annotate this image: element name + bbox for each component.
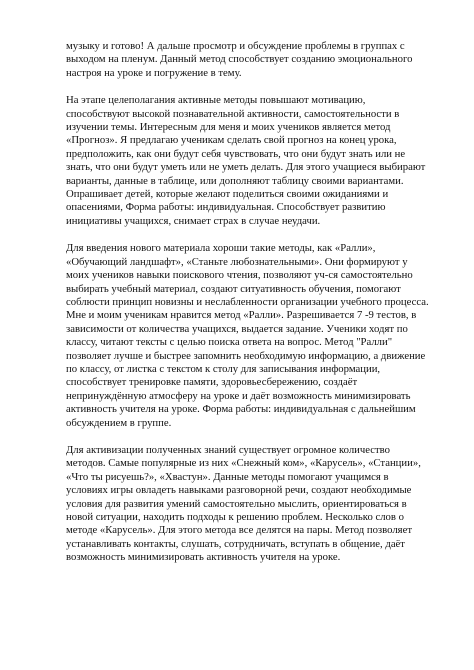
text-line: условиях игры овладеть навыками разговорной речи, создают необходимые [66, 484, 412, 497]
text-line: «Что ты рисуешь?», «Хвастун». Данные методы помогают учащимся в [66, 470, 389, 483]
text-line: зависимости от количества учащихся, выдается задание. Ученики ходят по [66, 322, 408, 335]
text-line: музыку и готово! А дальше просмотр и обсуждение проблемы в группах с [66, 40, 405, 52]
text-line: выбирать учебный материал, создают ситуативность обучения, помогают [66, 282, 401, 295]
text-line: по классу, от листка с текстом к столу для записывания информации, [66, 362, 381, 375]
text-line: активность учителя на уроке. Форма работы: индивидуальная с дальнейшим [66, 403, 416, 416]
paragraph-intro-end [66, 40, 444, 80]
text-line: «Обучающий ландшафт», «Станьте любознательными». Они формируют у [66, 255, 408, 268]
text-line: способствует тренировке памяти, здоровьесбережению, создаёт [66, 376, 358, 389]
text-line: моих учеников навыки поискового чтения, позволяют уч-ся самостоятельно [66, 269, 413, 282]
text-line: позволяет лучше и быстрее запомнить необходимую информацию, а движение [66, 349, 426, 362]
text-line: способствуют высокой познавательной активности, самостоятельности в [66, 107, 400, 120]
text-line: устанавливать контакты, слушать, сотрудничать, вступать в общение, даёт [66, 537, 405, 550]
text-line: знать, что они будут уметь или не уметь делать. Для этого учащиеся выбирают [66, 161, 426, 174]
text-line: Мне и моим ученикам нравится метод «Ралли». Разрешивается 7 -9 тестов, в [66, 309, 417, 322]
text-line: методов. Самые популярные из них «Снежный ком», «Карусель», «Станции», [66, 457, 421, 470]
text-line: условия для развития умений самостоятельно мыслить, ориентироваться в [66, 497, 407, 510]
text-line: изучении темы. Интересным для меня и моих учеников является метод [66, 121, 391, 134]
text-line: предположить, как они будут себя чувствовать, что они будут знать или не [66, 147, 406, 160]
text-line: классу, читают тексты с целью поиска ответа на вопрос. Метод "Ралли" [66, 336, 393, 349]
text-line: варианты, данные в таблице, или дополняют таблицу своими вариантами. [66, 174, 404, 187]
text-line: На этапе целеполагания активные методы повышают мотивацию, [66, 94, 366, 107]
text-line: обсуждением в группе. [66, 416, 172, 429]
text-line: «Прогноз». Я предлагаю ученикам сделать свой прогноз на конец урока, [66, 134, 397, 147]
text-line: опасениями, Форма работы: индивидуальная. Способствует развитию [66, 201, 386, 214]
text-line: Для активизации полученных знаний существует огромное количество [66, 443, 390, 456]
text-line: Для введения нового материала хороши такие методы, как «Ралли», [66, 242, 376, 255]
text-line: новой ситуации, находить подходы к решению проблем. Несколько слов о [66, 511, 404, 523]
text-line: непринуждённую атмосферу на уроке и даёт возможность минимизировать [66, 389, 411, 402]
text-line: настроя на уроке и погружение в тему. [66, 66, 242, 79]
paragraph-new-material [66, 242, 444, 430]
document-page [66, 40, 444, 579]
text-line: соблюсти принцип новизны и неслабленности организации учебного процесса. [66, 295, 429, 308]
text-line: выходом на пленум. Данный метод способствует созданию эмоционального [66, 53, 413, 66]
text-line: возможность минимизировать активность учителя на уроке. [66, 551, 341, 564]
paragraph-goal-setting [66, 94, 444, 228]
text-line: методе «Карусель». Для этого метода все делятся на пары. Метод позволяет [66, 524, 412, 537]
text-line: инициативы учащихся, снимает страх в случае неудачи. [66, 214, 321, 227]
text-line: Опрашивает детей, которые желают поделиться своими ожиданиями и [66, 188, 389, 201]
paragraph-knowledge-activation [66, 444, 444, 565]
